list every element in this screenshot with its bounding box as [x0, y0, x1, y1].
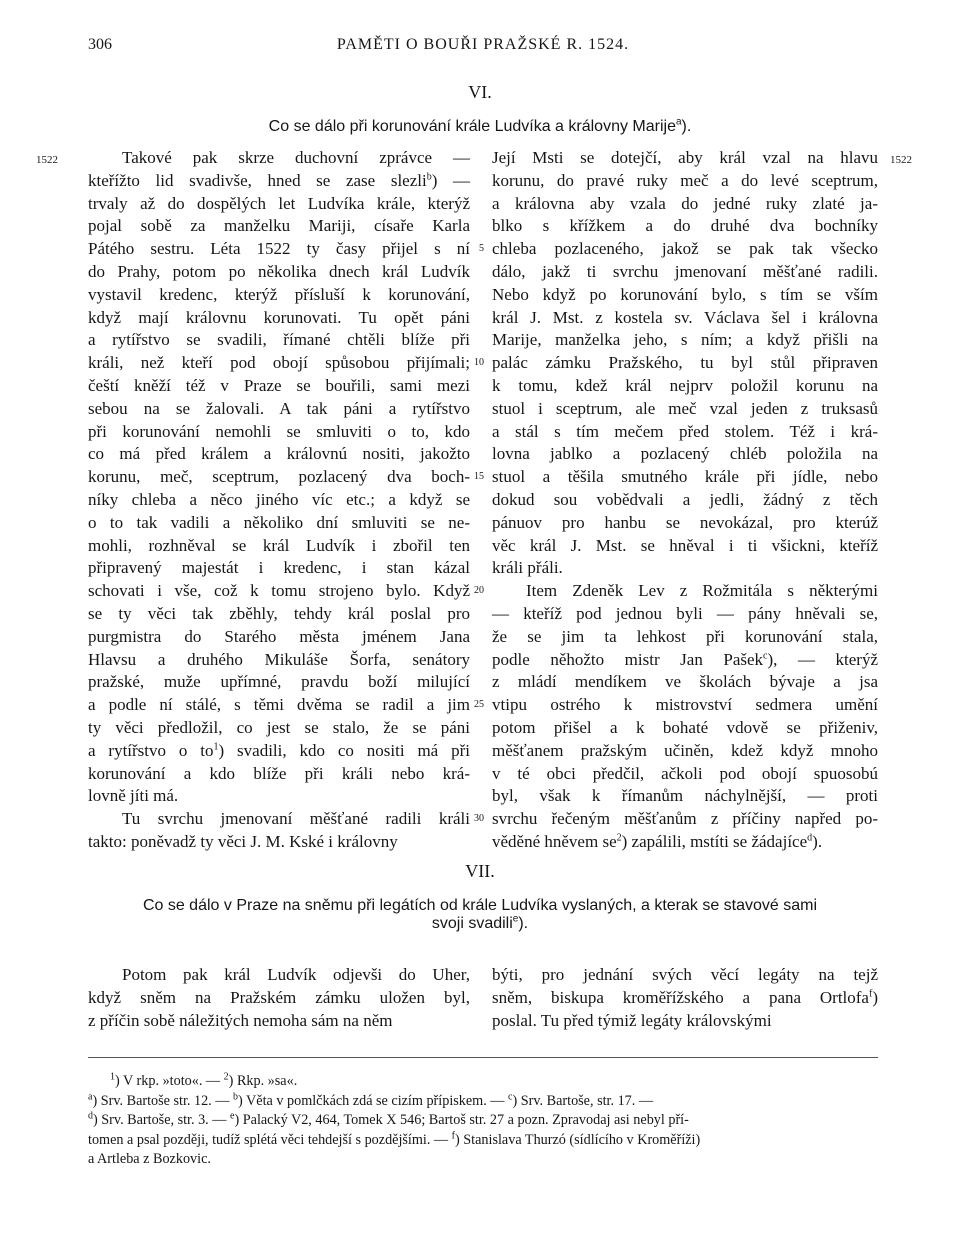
text-line: pražské, muže upřímné, pravdu boží milující	[88, 672, 470, 692]
text-line: když mají královnu korunovati. Tu opět páni	[88, 307, 470, 327]
text-line: podle něhožto mistr Jan Pašek$^c$), — kterýž	[492, 649, 878, 669]
footnote-ref: f	[451, 1129, 456, 1141]
text-line: a rytířstvo o $to^1$) svadili, kdo co nositi má při	[88, 740, 470, 760]
text-line: Item Zdeněk Lev z Rožmitála s některými	[526, 581, 878, 601]
text-line: kteřížto lid svadivše, hned se zase slezli$^b$) —	[88, 170, 471, 190]
text-line: Hlavsu a druhého Mikuláše Šorfa, senátory	[88, 649, 470, 669]
footnote-line: $^a$) Srv. Bartoše str. 12. — $^b$) Věta v pomlčkách zdá se cizím přípiskem. — $^c$) Srv. Bartoše, str. 17. —	[88, 1090, 654, 1109]
text-line: stuol a těšila smutného krále při jídle, nebo	[492, 467, 878, 487]
text-line: potom přišel a k bohaté vdově se přiženiv,	[492, 717, 878, 737]
text-line: vystavil kredenc, kterýž přísluší k korunování,	[88, 284, 470, 304]
text-line: vtipu ostrého k mistrovství sedmera umění	[492, 695, 878, 715]
text-line: a královna aby vzala do jedné ruky zlaté ja-	[492, 193, 878, 213]
line-number: 15	[474, 471, 484, 483]
text-line: co má před králem a královnú nositi, jakožto	[88, 444, 470, 464]
text-line: takto: poněvadž ty věci J. M. Kské i královny	[88, 831, 398, 851]
section-6-number: VI.	[468, 82, 492, 102]
text-line: při korunování nemohli se smluviti o to, kdo	[88, 421, 470, 441]
footnote-ref: 2	[616, 832, 622, 844]
text-line: byl, však k římanům náchylnější, — proti	[492, 786, 878, 806]
text-line: purgmistra do Starého města jménem Jana	[88, 626, 470, 646]
text-line: lovně jíti má.	[88, 786, 179, 806]
text-line: chleba pozlaceného, jakož se pak tak všecko	[492, 239, 878, 259]
text-line: z příčin sobě náležitých nemoha sám na něm	[88, 1010, 393, 1030]
text-line: král J. Mst. z kostela sv. Václava šel i královna	[492, 307, 878, 327]
margin-year-left: 1522	[36, 154, 58, 166]
text-line: korunu, meč, sceptrum, pozlacený dva boch-	[88, 467, 470, 487]
section-7-title-note: e	[512, 913, 519, 925]
line-number: 10	[474, 357, 484, 369]
footnote-line: $^d$) Srv. Bartoše, str. 3. — $^e$) Palacký V2, 464, Tomek X 546; Bartoš str. 27 a pozn. Zpravodaj asi nebyl pří-	[88, 1110, 689, 1128]
footnote-ref: c	[763, 649, 768, 661]
text-line: níky chleba a něco jiného víc etc.; a když se	[88, 489, 470, 509]
footnote-ref: c	[508, 1090, 513, 1102]
text-line: lovna jablko a pozlacený chléb položila na	[492, 444, 878, 464]
text-line: dálo, jakž ti svrchu jmenovaní měšťané radili.	[492, 261, 878, 281]
text-line: z mládí mendíkem ve školách bývaje a jsa	[492, 672, 878, 692]
section-7-left-column	[88, 964, 470, 1032]
footnote-ref: 2	[223, 1071, 229, 1083]
text-line: sněm, biskupa kroměřížského a pana Ortlofa$^f$)	[492, 987, 878, 1007]
section-7-right-column	[492, 964, 878, 1032]
margin-year-right: 1522	[890, 154, 912, 166]
footnote-ref: b	[233, 1090, 239, 1102]
line-number: 5	[479, 243, 484, 255]
line-number: 25	[474, 699, 484, 711]
footnote-rule	[88, 1057, 878, 1058]
line-number: 20	[474, 585, 484, 597]
text-line: poslal. Tu před týmiž legáty královskými	[492, 1010, 772, 1030]
text-line: Její Msti se dotejčí, aby král vzal na hlavu	[492, 148, 878, 167]
footnote-line: $^1$) V rkp. »toto«. — $^2$) Rkp. »sa«.	[110, 1071, 298, 1089]
text-line: Takové pak skrze duchovní zprávce —	[122, 148, 470, 167]
section-7-number: VII.	[465, 861, 495, 881]
footnote-ref: d	[807, 832, 813, 844]
text-line: mohli, rozhněval se král Ludvík i zbořil ten	[88, 535, 470, 555]
text-line: dokud sou vobědvali a jedli, žádný z těch	[492, 489, 878, 509]
text-line: králi přáli.	[492, 558, 563, 578]
text-line: v té obci předčil, ačkoli pod obojí spuosobú	[492, 763, 878, 783]
running-title: PAMĚTI O BOUŘI PRAŽSKÉ R. 1524.	[336, 36, 630, 53]
footnote-ref: a	[88, 1090, 93, 1102]
text-line: když sněm na Pražském zámku uložen byl,	[88, 987, 470, 1007]
text-line: čeští kněží též v Praze se bouřili, sami mezi	[88, 375, 470, 395]
text-line: Marije, manželka jeho, s ním; a když přišli na	[492, 330, 878, 350]
text-line: a podle ní stálé, s těmi dvěma se radil a jim	[88, 695, 470, 715]
text-line: býti, pro jednání svých věcí legáty na tejž	[492, 965, 878, 984]
footnote-ref: b	[426, 171, 432, 183]
footnote-ref: e	[230, 1110, 235, 1122]
text-line: a stál s tím mečem před stolem. Též i krá-	[492, 421, 878, 441]
text-line: pojal sobě za manželku Mariji, císaře Karla	[88, 216, 470, 236]
section-6-title: Co se dálo při korunování krále Ludvíka a královny Marije$^a$).	[268, 116, 692, 135]
text-line: blko s křížkem a do druhé dva bochníky	[492, 216, 878, 236]
section-7-title-line1: Co se dálo v Praze na sněmu při legátích od krále Ludvíka vyslaných, a kterak se stavové sami	[142, 897, 818, 914]
page-number: 306	[88, 36, 112, 53]
text-line: se ty věci tak zběhly, tehdy král poslal pro	[88, 603, 470, 623]
text-line: připravený majestát i kredenc, i stan kázal	[88, 558, 470, 578]
text-line: věděné hněvem $se^2$) zapálili, mstíti se žádajíce$^d$).	[492, 831, 823, 851]
footnote-line: a Artleba z Bozkovic.	[88, 1151, 211, 1167]
text-line: Pátého sestru. Léta 1522 ty časy přijel s ní	[88, 239, 470, 259]
section-6-right-column	[492, 147, 878, 854]
text-line: trvaly až do dospělých let Ludvíka krále, kterýž	[88, 193, 470, 213]
section-6-left-column	[88, 147, 470, 854]
footnote-ref: d	[88, 1110, 93, 1122]
text-line: do Prahy, potom po několika dnech král Ludvík	[88, 261, 470, 281]
page-header	[88, 36, 878, 60]
text-line: Potom pak král Ludvík odjevši do Uher,	[122, 965, 470, 984]
text-line: ty věci předložil, co jest se stalo, že se páni	[88, 717, 470, 737]
section-7-title-line2: svoji svadili$^e$).	[431, 913, 529, 932]
footnote-ref: f	[868, 988, 873, 1000]
text-line: a rytířstvo se svadili, římané chtěli blíže při	[88, 330, 470, 350]
text-line: svrchu řečeným měšťanům z příčiny napřed po-	[492, 809, 878, 829]
footnote-ref: 1	[110, 1071, 115, 1083]
text-line: králi, než kteří pod obojí spůsobou přijímali;	[88, 353, 470, 373]
footnote-ref: 1	[213, 741, 219, 753]
text-line: stuol i sceptrum, ale meč vzal jeden z truksasů	[492, 398, 878, 418]
text-line: že se jim ta lehkost při korunování stala,	[492, 626, 878, 646]
text-line: pánuov pro hanbu se nevokázal, pro kterúž	[492, 512, 878, 532]
text-line: měšťanem pražským učiněn, kdež když mnoho	[492, 740, 878, 760]
section-7-title	[80, 897, 880, 933]
footnote-line: tomen a psal později, tudíž splétá věci tehdejší s pozdějšími. — $^f$) Stanislava Thurzó (sídlícího v Kroměříži)	[88, 1129, 701, 1148]
section-6-title-note: a	[675, 116, 682, 128]
text-line: — kteříž pod jednou byli — pány hněvali se,	[492, 603, 878, 623]
text-line: o to tak vadili a několiko dní smluviti se ne-	[88, 512, 470, 532]
text-line: sebou na se žalovali. A tak páni a rytířstvo	[88, 398, 470, 418]
footnotes	[88, 1071, 878, 1170]
text-line: palác zámku Pražského, tu byl stůl připraven	[492, 353, 878, 373]
text-line: k tomu, kdež král nejprv položil korunu na	[492, 375, 878, 395]
text-line: korunování a kdo blíže při králi nebo krá-	[88, 763, 470, 783]
section-6-title-text: Co se dálo při korunování krále Ludvíka a královny Marije	[268, 118, 676, 135]
text-line: věc král J. Mst. se hněval i ti všickni, kteříž	[492, 535, 878, 555]
line-number: 30	[474, 813, 484, 825]
text-line: korunu, do pravé ruky meč a do levé sceptrum,	[492, 170, 878, 190]
text-line: Tu svrchu jmenovaní měšťané radili králi	[122, 809, 470, 829]
text-line: Nebo když po korunování bylo, s tím se vším	[492, 284, 878, 304]
text-line: schovati i vše, což k tomu strojeno bylo. Když	[88, 581, 470, 601]
